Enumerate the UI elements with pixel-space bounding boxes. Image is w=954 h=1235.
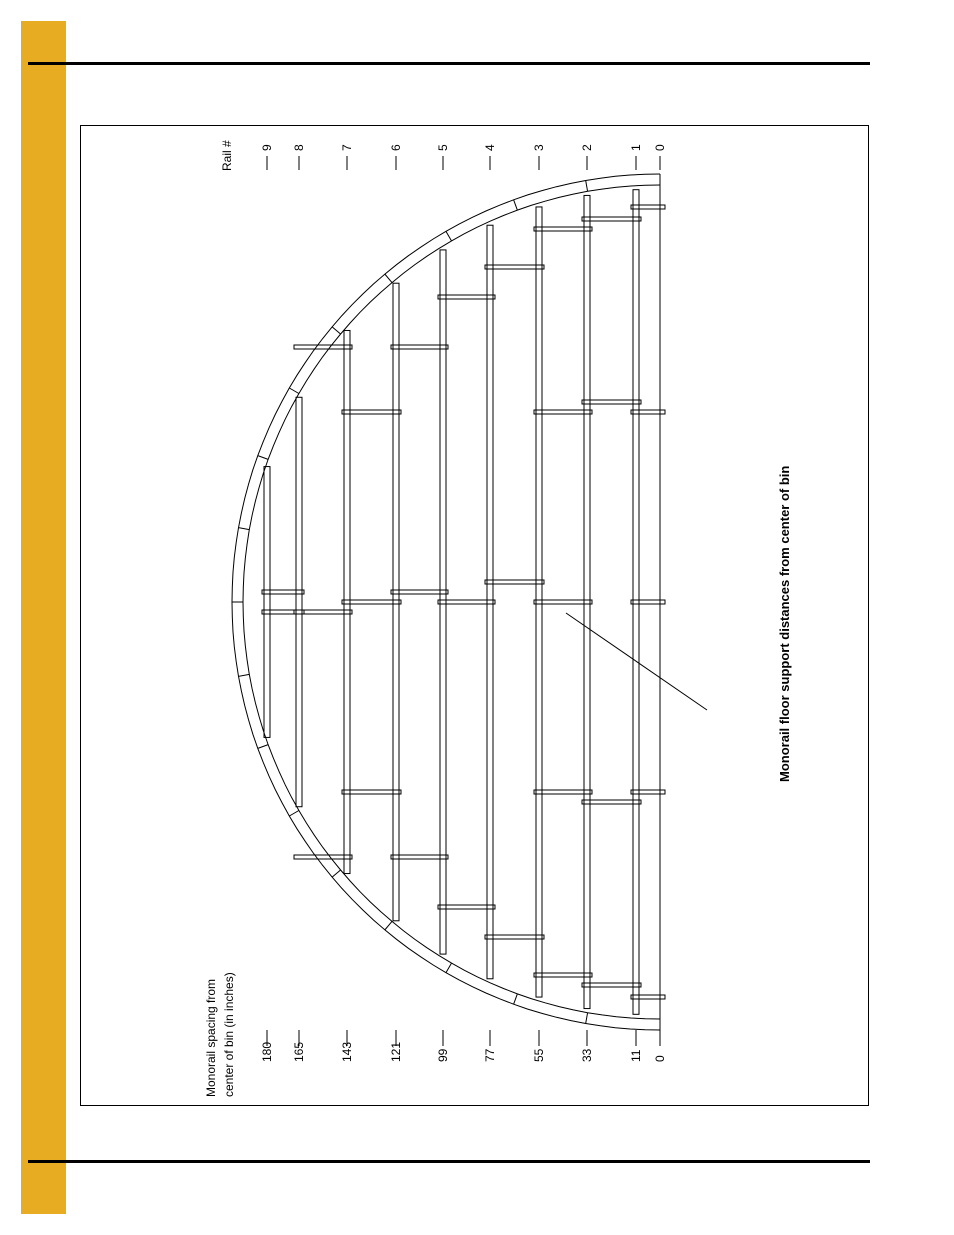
floor-support — [534, 410, 592, 414]
rail-spacing-label: 33 — [580, 1048, 594, 1062]
floor-support — [262, 610, 304, 614]
bin-wall-joint — [239, 674, 250, 676]
rail-number-label: 0 — [653, 144, 667, 151]
floor-support — [294, 855, 352, 859]
bin-wall-joint — [586, 181, 588, 192]
floor-support — [391, 345, 448, 349]
rail-spacing-label: 180 — [260, 1041, 274, 1062]
rail-number-label: 5 — [436, 144, 450, 151]
bin-wall-joint — [586, 1013, 588, 1024]
floor-support — [262, 590, 304, 594]
bin-wall-joint — [239, 528, 250, 530]
rail-number-label: 4 — [483, 144, 497, 151]
floor-support — [582, 400, 641, 404]
rail-1 — [633, 190, 639, 1015]
rail-spacing-label: 99 — [436, 1048, 450, 1062]
bin-wall-joint — [258, 745, 268, 749]
floor-support — [534, 227, 592, 231]
floor-support — [438, 295, 495, 299]
bin-wall-joint — [514, 200, 518, 210]
rail-number-label: 7 — [340, 144, 354, 151]
floor-support — [391, 590, 448, 594]
rail-7 — [344, 330, 350, 873]
floor-support — [534, 973, 592, 977]
rail-spacing-label: 77 — [483, 1048, 497, 1062]
floor-support — [342, 410, 401, 414]
rail-spacing-label: 121 — [389, 1041, 403, 1062]
rail-6 — [393, 283, 399, 921]
bin-wall-joint — [258, 456, 268, 460]
floor-support — [391, 855, 448, 859]
rail-3 — [536, 207, 542, 997]
rail-number-label: 2 — [580, 144, 594, 151]
bin-wall-inner — [243, 185, 660, 1019]
bin-wall-joint — [446, 963, 452, 973]
bin-wall-joint — [514, 994, 518, 1004]
rail-spacing-label: 143 — [340, 1041, 354, 1062]
rail-number-label: 1 — [629, 144, 643, 151]
bin-wall-joint — [289, 388, 299, 394]
floor-support — [582, 217, 641, 221]
rail-number-label: 9 — [260, 144, 274, 151]
rail-9 — [264, 467, 270, 738]
spacing-header-line-1: Monorail spacing from — [204, 978, 218, 1097]
rail-spacing-label: 165 — [292, 1041, 306, 1062]
floor-support — [534, 600, 592, 604]
floor-support — [485, 580, 544, 584]
bin-wall-joint — [289, 811, 299, 817]
floor-support — [438, 905, 495, 909]
floor-support — [582, 800, 641, 804]
bin-wall-joint — [385, 921, 392, 929]
floor-support — [294, 610, 352, 614]
floor-support — [438, 600, 495, 604]
floor-support — [342, 600, 401, 604]
floor-support — [534, 790, 592, 794]
floor-support — [582, 983, 641, 987]
callout-label: Monorail floor support distances from center of bin — [777, 465, 792, 782]
rail-number-label: 6 — [389, 144, 403, 151]
rail-spacing-label: 0 — [653, 1055, 667, 1062]
bin-wall-joint — [385, 274, 392, 282]
rail-number-label: 3 — [532, 144, 546, 151]
floor-support — [485, 935, 544, 939]
floor-support — [485, 265, 544, 269]
rail-8 — [296, 397, 302, 806]
spacing-header-line-2: center of bin (in inches) — [222, 972, 236, 1097]
rail-number-label: 8 — [292, 144, 306, 151]
rail-spacing-label: 11 — [629, 1049, 643, 1062]
rail-5 — [440, 250, 446, 954]
rail-4 — [487, 225, 493, 979]
callout-leader-line — [566, 613, 707, 710]
bin-wall-joint — [332, 327, 340, 334]
rail-spacing-label: 55 — [532, 1048, 546, 1062]
bin-wall-joint — [332, 870, 340, 877]
floor-support — [342, 790, 401, 794]
bin-structure — [232, 174, 665, 1030]
floor-support — [294, 345, 352, 349]
bin-wall-joint — [446, 231, 452, 241]
rail-2 — [584, 195, 590, 1008]
rail-number-header: Rail # — [220, 140, 234, 171]
